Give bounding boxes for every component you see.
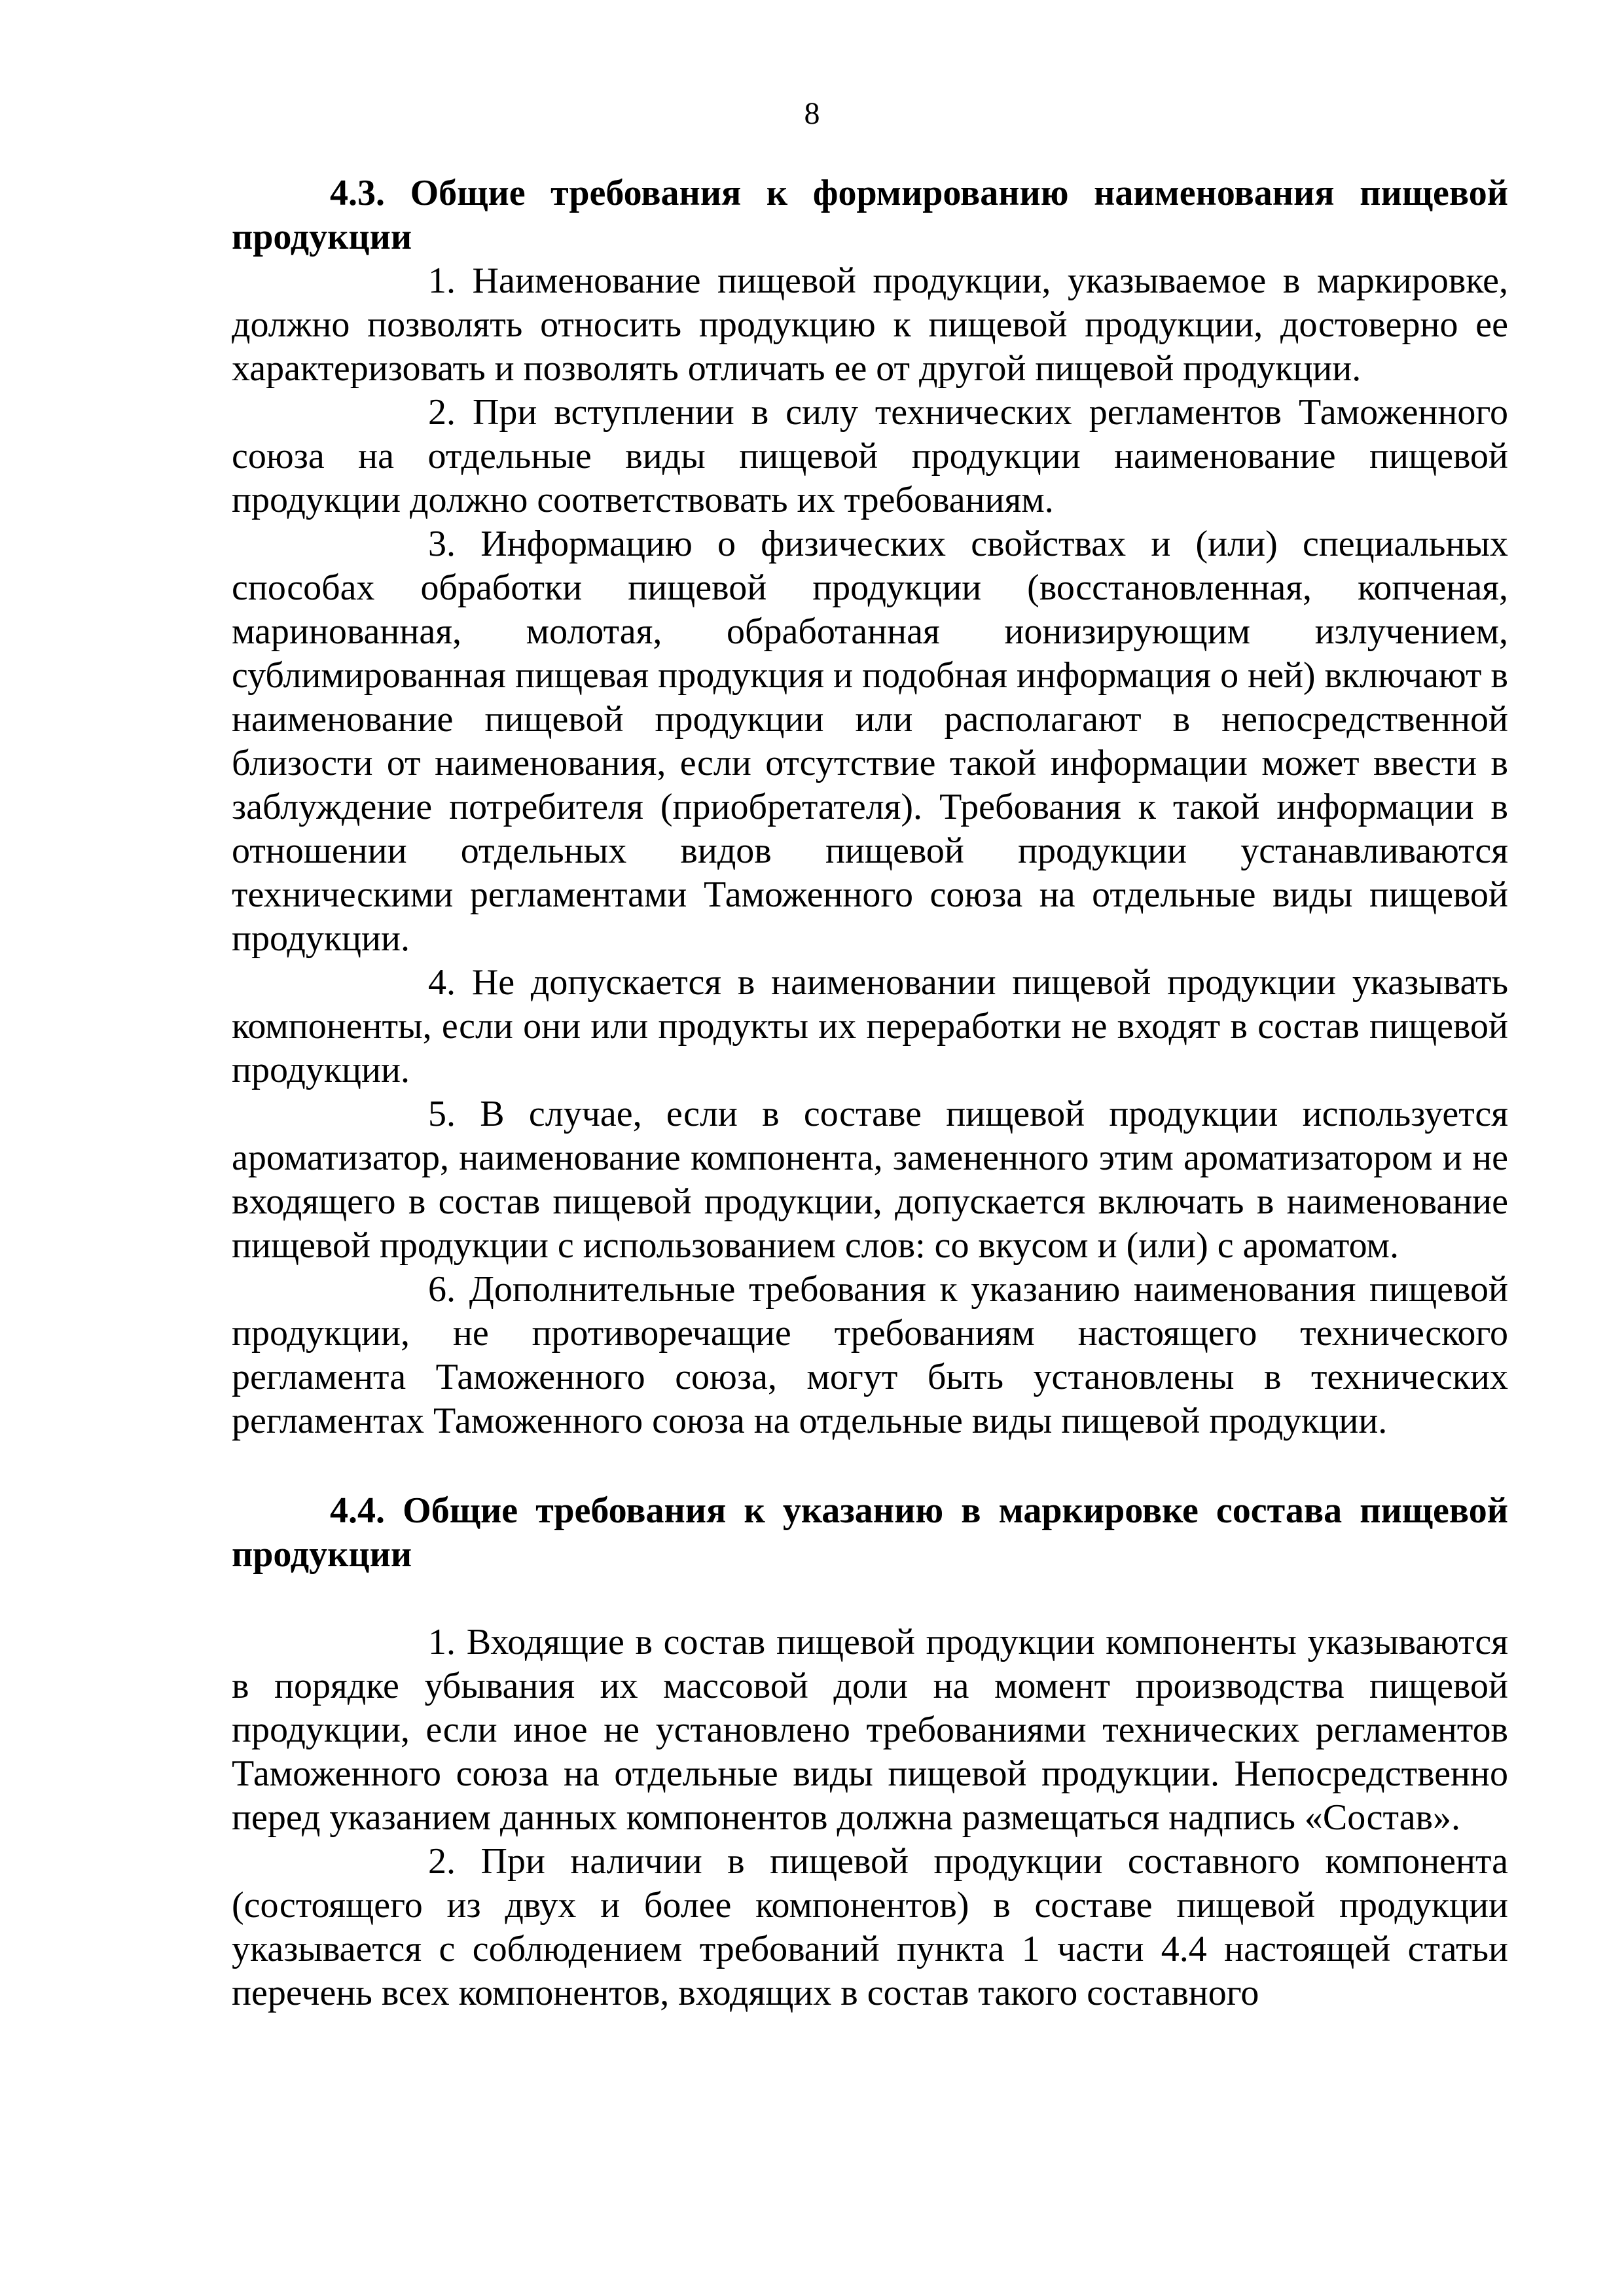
list-item: [232, 1268, 1508, 1443]
page-number: 8: [804, 96, 820, 131]
list-item: [232, 1621, 1508, 1840]
item-text: При наличии в пищевой продукции составного компонента (состоящего из двух и более компонентов) в составе пищевой продукции указывается с соблюдением требований пункта 1 части 4.4 настоящей статьи перечень всех компонентов, входящих в состав такого составного: [232, 1841, 1509, 2013]
item-number: 3.: [428, 524, 456, 564]
document-body: [232, 171, 1508, 2015]
section-4-3: [232, 171, 1508, 1443]
list-item: [232, 1840, 1508, 2015]
item-number: 2.: [428, 1841, 456, 1882]
list-item: [232, 961, 1508, 1092]
item-text: Дополнительные требования к указанию наименования пищевой продукции, не противоречащие требованиям настоящего технического регламента Таможенного союза, могут быть установлены в технических регламентах Таможенного союза на отдельные виды пищевой продукции.: [232, 1269, 1509, 1441]
item-text: Входящие в состав пищевой продукции компоненты указываются в порядке убывания их массовой доли на момент производства пищевой продукции, если иное не установлено требованиями технических регламентов Таможенного союза на отдельные виды пищевой продукции. Непосредственно перед указанием данных компонентов должна размещаться надпись «Состав».: [232, 1622, 1509, 1838]
item-text: Не допускается в наименовании пищевой продукции указывать компоненты, если они или продукты их переработки не входят в состав пищевой продукции.: [232, 962, 1509, 1090]
item-number: 5.: [428, 1094, 456, 1134]
list-item: [232, 259, 1508, 391]
list-item: [232, 522, 1508, 961]
item-text: Наименование пищевой продукции, указываемое в маркировке, должно позволять относить продукцию к пищевой продукции, достоверно ее характеризовать и позволять отличать ее от другой пищевой продукции.: [232, 260, 1508, 389]
item-number: 1.: [428, 260, 456, 301]
item-number: 2.: [428, 392, 456, 433]
item-number: 6.: [428, 1269, 456, 1310]
item-text: Информацию о физических свойствах и (или) специальных способах обработки пищевой продукции (восстановленная, копченая, маринованная, молотая, обработанная ионизирующим излучением, сублимированная пищевая продукция и подобная информация о ней) включают в наименование пищевой продукции или располагают в непосредственной близости от наименования, если отсутствие такой информации может ввести в заблуждение потребителя (приобретателя). Требования к такой информации в отношении отдельных видов пищевой продукции устанавливаются техническими регламентами Таможенного союза на отдельные виды пищевой продукции.: [232, 524, 1509, 959]
section-heading: 4.4. Общие требования к указанию в маркировке состава пищевой продукции: [232, 1490, 1508, 1575]
item-text: При вступлении в силу технических регламентов Таможенного союза на отдельные виды пищевой продукции наименование пищевой продукции должно соответствовать их требованиям.: [232, 392, 1508, 520]
section-heading: 4.3. Общие требования к формированию наименования пищевой продукции: [232, 173, 1508, 257]
list-item: [232, 1092, 1508, 1268]
item-text: В случае, если в составе пищевой продукции используется ароматизатор, наименование компонента, замененного этим ароматизатором и не входящего в состав пищевой продукции, допускается включать в наименование пищевой продукции с использованием слов: со вкусом и (или) с ароматом.: [232, 1094, 1509, 1266]
item-number: 1.: [428, 1622, 456, 1662]
section-body: [232, 1621, 1508, 2015]
section-4-4: [232, 1489, 1508, 2015]
item-number: 4.: [428, 962, 456, 1003]
list-item: [232, 391, 1508, 522]
